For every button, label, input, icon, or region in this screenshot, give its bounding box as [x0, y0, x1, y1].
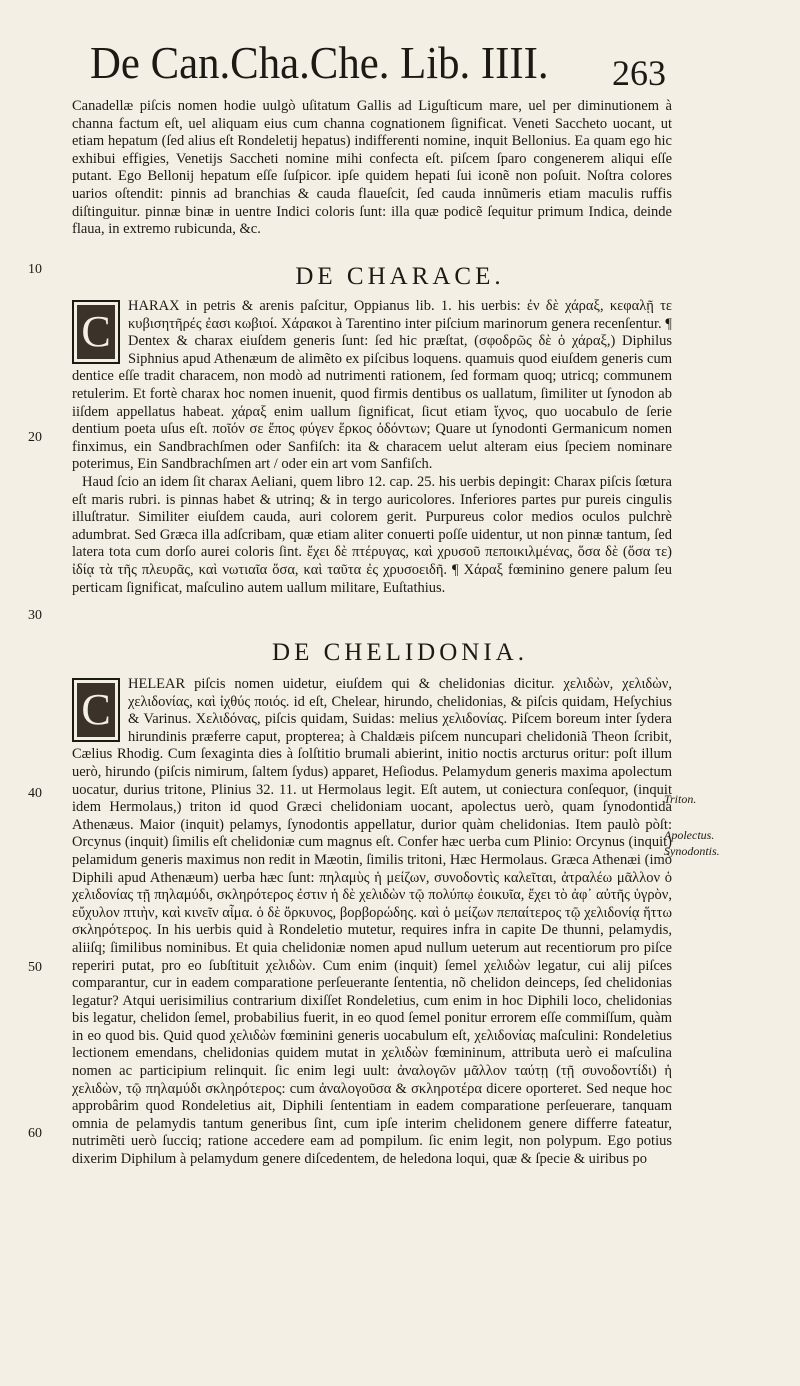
decorated-initial-c-2: C [72, 678, 120, 742]
page-number: 263 [612, 53, 666, 93]
chelidonia-paragraph: HELEAR piſcis nomen uidetur, eiuſdem qui & chelidonias dicitur. χελιδὼν, χελιδὼν, χελιδονίας, καὶ ἰχθύς ποιός. id eſt, Chelear, hirundo, chelidonias, & piſcis quidam, Heſychius & Varinus. Χελιδόνας, piſcis quidam, Suidas: melius χελιδονίας. Piſcem boreum inter ſydera hirundinis præferre caput, propterea; à Chaldæis piſcem nuncupari chelidoniã Theon ſcribit, Cælius Rhodig. Cum ſexaginta dies à ſolſtitio brumali abierint, initio noctis arcturus oritur: poſt illum uerò, hirundo (piſcis nimirum, ſaltem ſydus) apparet, Heſiodus. Pelamydum generis maxima apolectum uocatur, durius tritone, Plinius 32. 11. ut Hermolaus legit. Eſt autem, ut coniectura conſequor, (inquit idem Hermolaus,) triton id quod Græci chelidoniam uocant, apolectus uerò, quam ſynodontida Athenæus. Maior (inquit) pelamys, ſynodontis appellatur, durior quàm chelidonias. Item paulò pòſt: Orcynus (inquit) ſimilis eſt chelidoniæ cum magnus eſt. Confer hæc uerba cum Plinio: Orcynus (inquit) pelamidum generis maximus non redit in Mæotin, ſimilis tritoni, Hæc Hermolaus. Græca Athenæi (imò Diphili apud Athenæum) uerba hæc ſunt: πηλαμὺς ἡ μείζων, συνοδοντὶς καλεῖται, ἀτραλέω μᾶλλον ὁ χελιδονίας τῇ πηλαμύδι, σκληρότερος ἐστιν ἡ δὲ χελιδὼν τῷ πολύπῳ ἐοικυῖα, ἔχει τὸ ἀφ᾽ αὐτῆς ὑγρὸν, εὔχυλον πτιὴν, καὶ κινεῖν αἷμα. ὁ δὲ ὄρκυνος, βορβορώδης. καὶ ὁ μείζων πεπαίτερος τῷ χελιδονίᾳ ἥττω σκληρότερος. In his uerbis quid à Rondeletio mutetur, requires infra in capite De thunni, pelamydis, aliiſq; ſimilibus nominibus. Et quia chelidoniæ nomen apud nullum ueterum aut recentiorum pro piſce reperiri putat, pro eo ſubſtituit χελιδὼν. Cum enim (inquit) ſemel χελιδὼν legatur, cui alij piſces comparantur, cur in eadem comparatione perſeuerante ſententia, nõ chelidon deinceps, ſed chelidonias legatur? Atqui uerisimilius contrarium dixiſſet Rondeletius, cum enim in hoc Diphili loco, chelidonias bis legatur, chelidon ſemel, probabilius fuerit, in eo quod ſemel ponitur errorem eſſe commiſſum, quàm in eo quod bis. Quid quod χελιδὼν fœminini generis uocabulum eſt, χελιδονίας maſculini: Rondeletius lectionem emendans, chelidonias quidem mutat in χελιδὼν fœmininum, attributa uerò ei maſculina nomen ac participium relinquit. ſic enim legi uult: ἀναλογῶν μᾶλλον ταύτῃ (τῇ συνοδοντίδι) ἡ χελιδὼν, τῷ πηλαμύδι σκληρότερος: cum ἀναλογοῦσα & σκληροτέρα dicere oporteret. Sed neque hoc approbârim quod Rondeletius ait, Diphili ſententiam in eadem comparatione perſeuerare, tanquam omnia de pelamydis tantum generibus ſint, cum ipſe interim chelidonem genere differre fateatur, nutrimẽti uerò ſucciq; ratione accedere eam ad pompilum. ſic enim legit, non polypum. Ego potius dixerim Diphilum à pelamydum genere diſcedentem, de heledona loqui, quæ & ſpecie & uiribus po [72, 676, 672, 1168]
running-title: De Can.Cha.Che. Lib. IIII. [90, 37, 549, 88]
charace-paragraph-2: Haud ſcio an idem ſit charax Aeliani, quem libro 12. cap. 25. his uerbis depingit: Charax piſcis ſœtura eſt maris rubri. is pinnas habet & utrinq; & in tergo auricolores. Inferiores partes pur pureis cingulis illuſtratur. Similiter eiuſdem cauda, auri colorem gerit. Purpureus color medios oculos pulchrè adumbrat. Sed Græca illa adſcribam, quæ etiam aliter conuerti poſſe uidentur, ut non pinnæ tantum, ſed latera tota cum dorſo aurei coloris ſint. ἔχει δὲ πτέρυγας, καὶ χρυσοῦ πεποικιλμένας, ὅσα δὲ (ὅσα τε) ἰδίᾳ τὰ τῆς πλευρᾶς, καὶ νωτιαῖα ὅσα, καὶ ταῦτα ἐς χρυσοειδῆ. ¶ Χάραξ fœminino genere palum ſeu perticam ſignificat, maſculino autem uallum militare, Euſtathius. [72, 473, 672, 596]
line-number-40: 40 [28, 786, 42, 801]
margin-note-synodontis: Synodontis. [664, 844, 720, 858]
section-heading-charace: DE CHARACE. [295, 263, 505, 290]
charace-section [72, 298, 672, 597]
line-number-50: 50 [28, 960, 42, 975]
intro-paragraph: Canadellæ piſcis nomen hodie uulgò uſitatum Gallis ad Liguſticum mare, uel per diminutionem à channa factum eſt, uel aliquam eius cum channa cognationem ſignificat. Veneti Saccheto uocant, ut etiam hepatum (ſed alius eſt Rondeletij hepatus) indifferenti nomine, inquit Bellonius. Ea quam ego hic exhibui effigies, Venetijs Saccheti nomine mihi confecta eſt. piſcem ſparo congenerem aliqui eſſe putant. Ego Bellonij hepatum eſſe ſuſpicor. ipſe quidem hepati ſui iconẽ non poſuit. Noſtra colores uarios oſtendit: pinnis ad branchias & cauda flaueſcit, ſed cauda innũmeris etiam maculis ruffis diſtinguitur. pinnæ binæ in uentre Indici coloris ſunt: illa quæ podicẽ ſequitur primum Indica, deinde flaua, in extremo rubicunda, &c. [72, 98, 672, 238]
line-number-10: 10 [28, 262, 42, 277]
decorated-initial-c: C [72, 300, 120, 364]
line-number-20: 20 [28, 430, 42, 445]
intro-paragraph-block [72, 98, 672, 239]
line-number-60: 60 [28, 1126, 42, 1141]
margin-note-triton: Triton. [664, 792, 697, 806]
chelidonia-section [72, 676, 672, 1169]
section-heading-chelidonia: DE CHELIDONIA. [272, 639, 528, 666]
margin-note-apolectus: Apolectus. [664, 828, 715, 842]
line-number-30: 30 [28, 608, 42, 623]
charace-paragraph-1: HARAX in petris & arenis paſcitur, Oppianus lib. 1. his uerbis: ἐν δὲ χάραξ, κεφαλῇ τε κυβισητῆρές ἐασι κωβιοί. Χάρακοι à Tarentino inter piſcium marinorum genera recenſentur. ¶ Dentex & charax eiuſdem generis ſunt: ſed hic præſtat, (σφοδρῶς δὲ ὁ χάραξ,) Diphilus Siphnius apud Athenæum de alimẽto ex piſcibus loquens. quamuis quod eiuſdem generis cum dentice eſſe tradit characem, non modò ad nutrimenti rationem, ſed formam quoq; utricq; communem retulerim. Et fortè charax hoc nomen inuenit, quod firmis dentibus os uallatum, ſimiliter ut ſynodon ab iiſdem appellatus habeat. χάραξ enim uallum ſignificat, ſicut etiam ἴχνος, quo uocabulo de ſerie dentium poeta uſus eſt. ποῖόν σε ἔπος φύγεν ἕρκος ὀδόντων; Quare ut ſynodonti Germanicum nomen finximus, ein Sandbrachſmen oder Sanfiſch: ita & characem uelut alteram eius ſpeciem nominare poterimus, Ein Sandbrachſmen art / oder ein art vom Sanfiſch. [72, 298, 672, 473]
